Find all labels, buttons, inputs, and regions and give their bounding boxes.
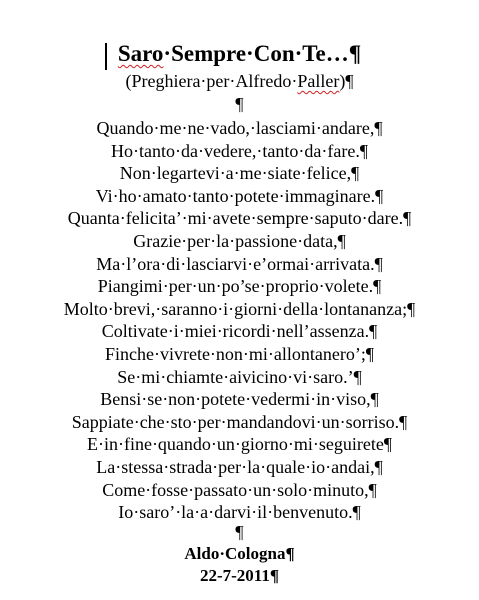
- subtitle-end: )¶: [339, 71, 354, 91]
- verse-line[interactable]: Non·legartevi·a·me·siate·felice,¶: [119, 163, 360, 184]
- verse-line[interactable]: La·stessa·strada·per·la·quale·io·andai,¶: [96, 456, 383, 477]
- verse-line[interactable]: Quando·me·ne·vado,·lasciami·andare,¶: [96, 118, 383, 138]
- poem-verses: [0, 117, 479, 524]
- verse-line[interactable]: Io·saro’·la·a·darvi·il·benvenuto.¶: [118, 502, 361, 523]
- verse-line[interactable]: Come·fosse·passato·un·solo·minuto,¶: [102, 479, 377, 500]
- verse-line[interactable]: Molto·brevi,·saranno·i·giorni·della·lontananza;¶: [63, 298, 416, 319]
- verse-line[interactable]: Quanta·felicita’·mi·avete·sempre·saputo·dare.¶: [67, 208, 412, 229]
- verse-line[interactable]: Se·mi·chiamte·aivicino·vi·saro.’¶: [117, 366, 362, 387]
- signature-date[interactable]: 22-7-2011¶: [199, 566, 280, 585]
- blank-paragraph-mark: ¶: [235, 522, 244, 542]
- subtitle-start: (Preghiera·per·Alfredo·: [125, 71, 298, 91]
- verse-line[interactable]: Finche·vivrete·non·mi·allontanero’;¶: [104, 343, 375, 364]
- verse-line[interactable]: Bensi·se·non·potete·vedermi·in·viso,¶: [100, 389, 379, 410]
- poem-subtitle[interactable]: [0, 70, 479, 92]
- verse-line[interactable]: Ma·l’ora·di·lasciarvi·e’ormai·arrivata.¶: [96, 253, 383, 274]
- verse-line[interactable]: Piangimi·per·un·po’se·proprio·volete.¶: [97, 276, 382, 297]
- blank-paragraph-mark: ¶: [235, 94, 244, 114]
- poem-title[interactable]: [0, 39, 479, 69]
- verse-line[interactable]: Grazie·per·la·passione·data,¶: [133, 230, 346, 251]
- verse-line[interactable]: E·in·fine·quando·un·giorno·mi·seguirete¶: [86, 434, 393, 455]
- verse-line[interactable]: Ho·tanto·da·vedere,·tanto·da·fare.¶: [110, 140, 368, 161]
- subtitle-misspelled-word[interactable]: Paller: [297, 71, 340, 91]
- signature-name[interactable]: Aldo·Cologna¶: [184, 544, 295, 563]
- verse-line[interactable]: Coltivate·i·miei·ricordi·nell’assenza.¶: [101, 321, 378, 342]
- title-rest: ·Sempre·Con·Te…¶: [163, 41, 362, 66]
- title-misspelled-word[interactable]: Saro: [117, 41, 164, 66]
- verse-line[interactable]: Sappiate·che·sto·per·mandandovi·un·sorriso.¶: [71, 411, 408, 432]
- verse-line[interactable]: Vi·ho·amato·tanto·potete·immaginare.¶: [95, 185, 384, 206]
